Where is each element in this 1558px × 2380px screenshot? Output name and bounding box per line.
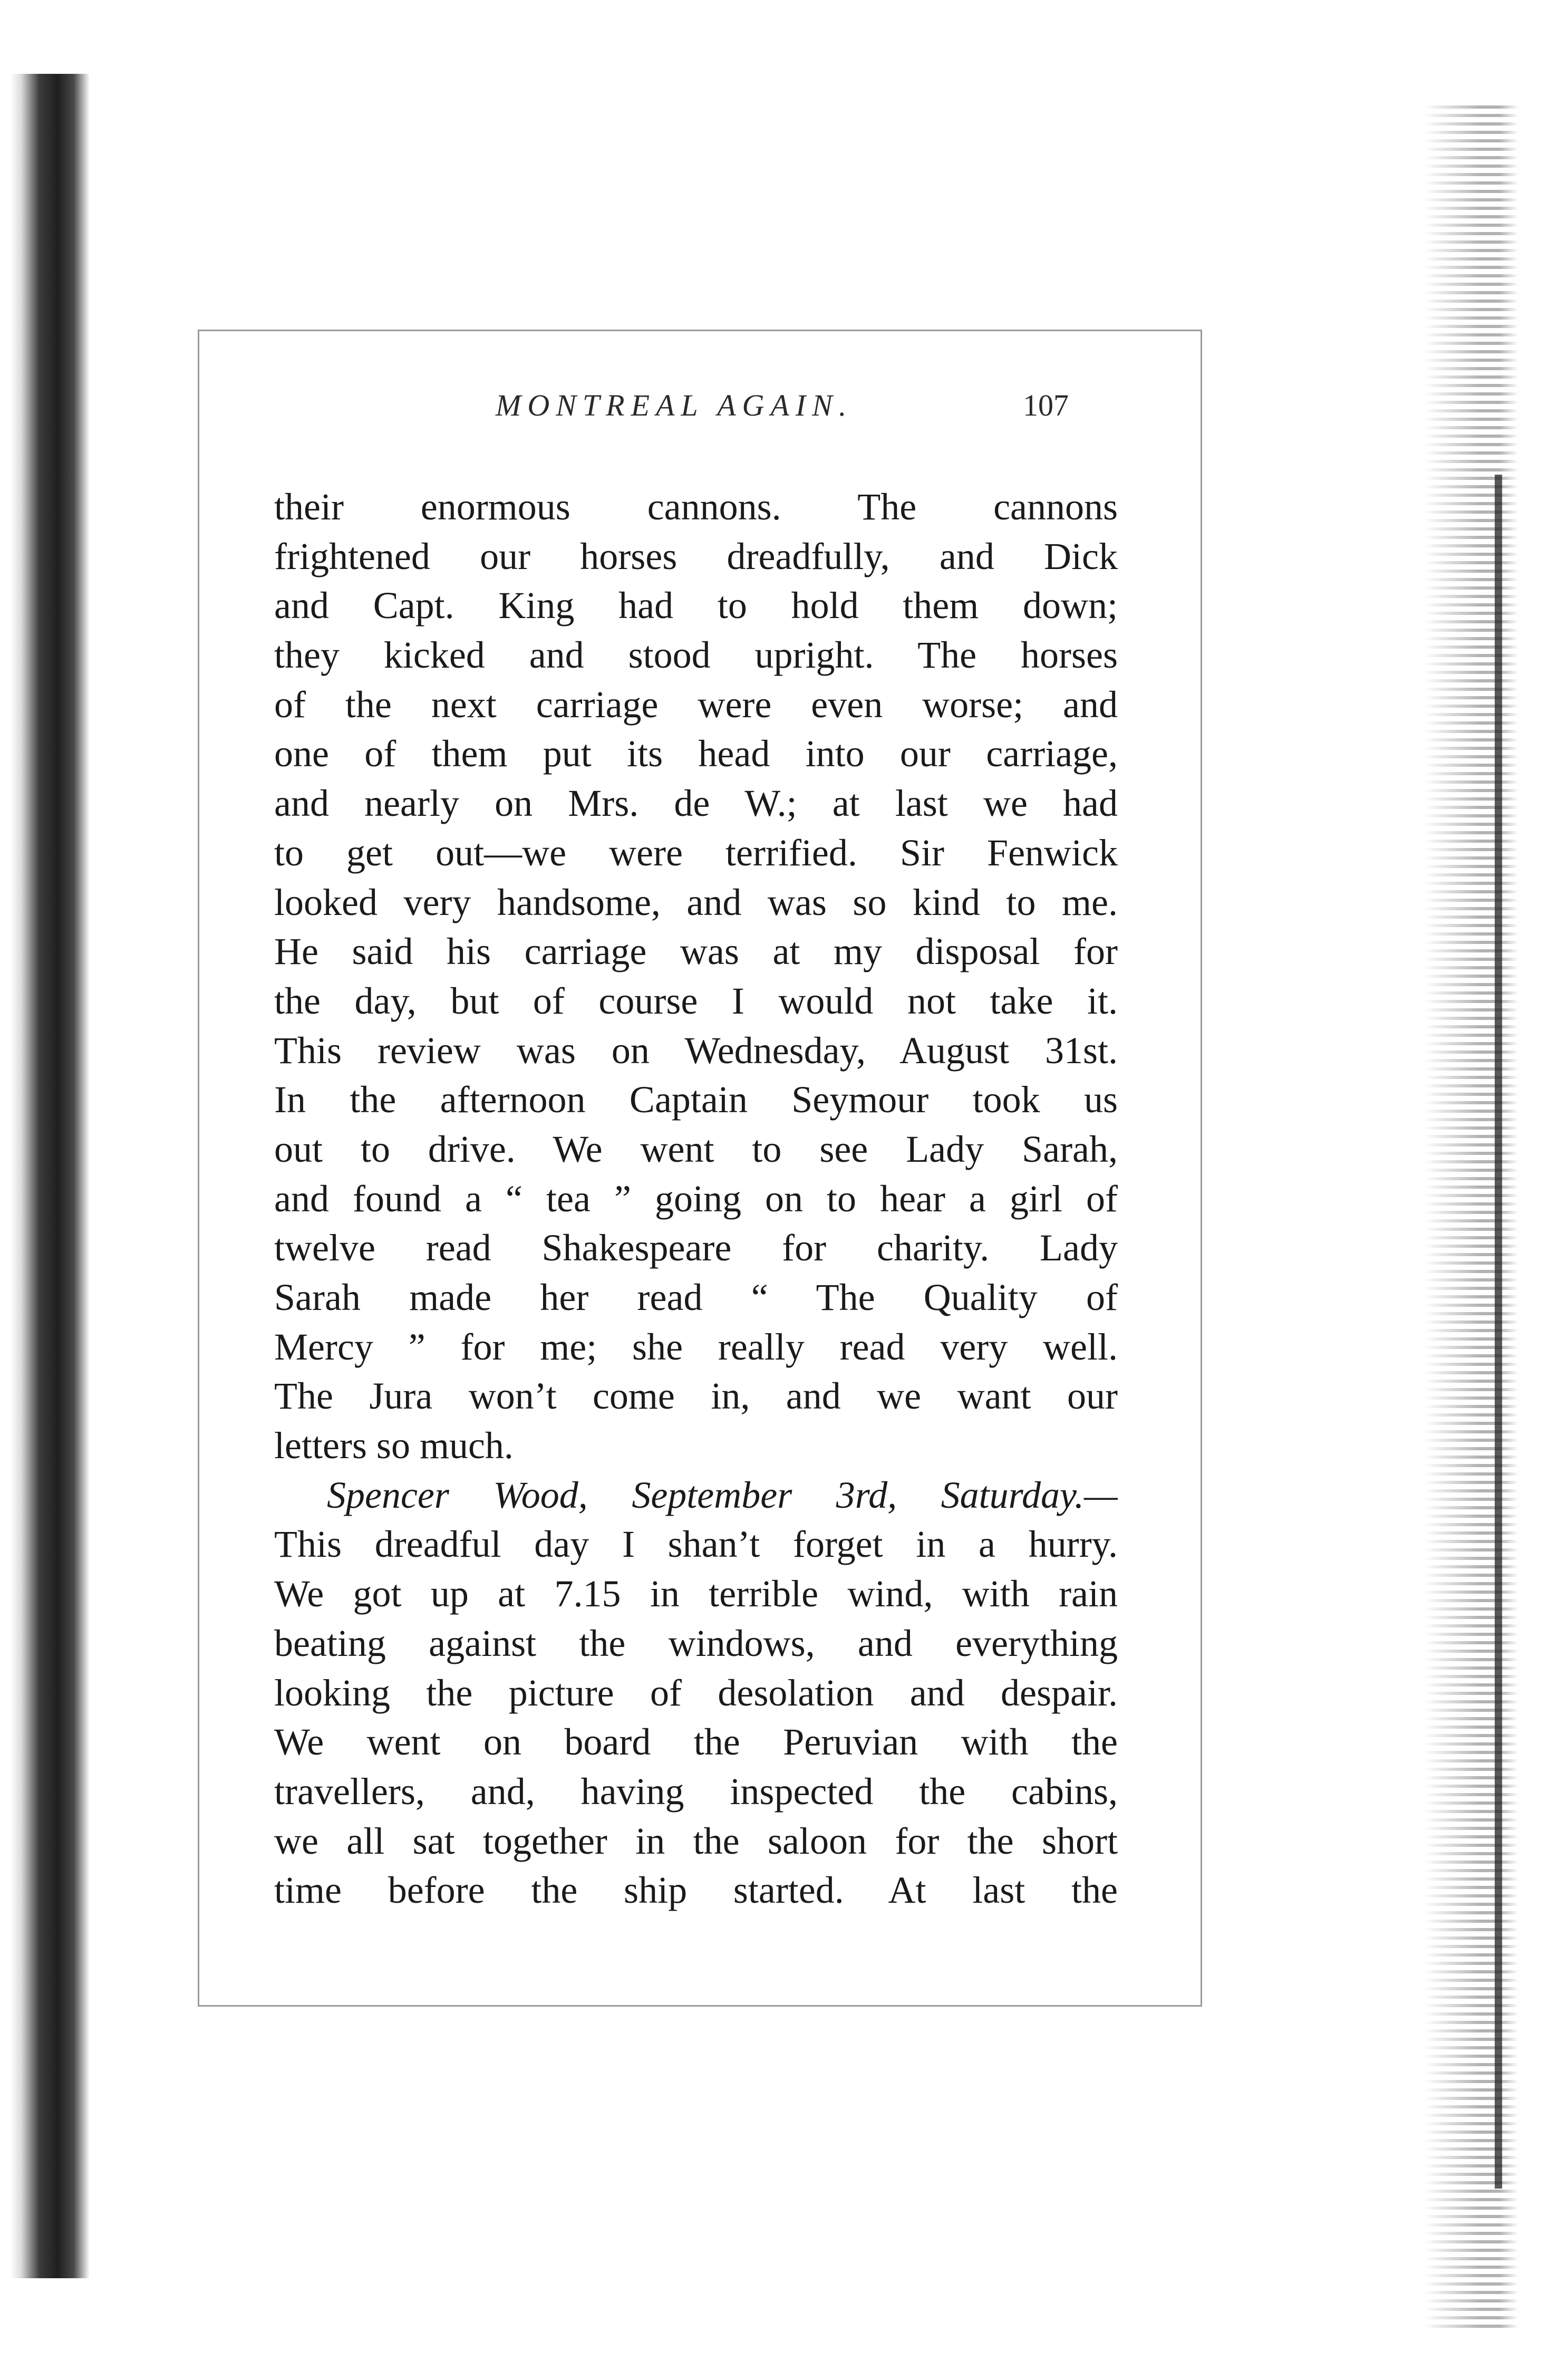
text-line: of the next carriage were even worse; and	[274, 683, 1118, 726]
text-line: We went on board the Peruvian with the	[274, 1721, 1118, 1764]
running-head	[475, 388, 1186, 435]
running-title: MONTREAL AGAIN.	[496, 388, 853, 422]
text-line: time before the ship started. At last the	[274, 1869, 1118, 1912]
text-line: twelve read Shakespeare for charity. Lady	[274, 1227, 1118, 1269]
text-line: they kicked and stood upright. The horses	[274, 634, 1118, 677]
text-line: we all sat together in the saloon for the short	[274, 1819, 1118, 1862]
text-line: to get out—we were terrified. Sir Fenwick	[274, 831, 1118, 874]
text-line: travellers, and, having inspected the cabins,	[274, 1770, 1118, 1813]
text-line: In the afternoon Captain Seymour took us	[274, 1078, 1118, 1121]
text-line: This review was on Wednesday, August 31st.	[274, 1029, 1118, 1072]
text-line: the day, but of course I would not take it.	[274, 979, 1118, 1022]
text-line: their enormous cannons. The cannons	[274, 486, 1118, 528]
text-line: looking the picture of desolation and despair.	[274, 1671, 1118, 1714]
text-line: Mercy ” for me; she really read very well.	[274, 1325, 1118, 1368]
book-spine-shadow	[11, 74, 90, 2278]
text-line: The Jura won’t come in, and we want our	[274, 1375, 1118, 1418]
text-line: He said his carriage was at my disposal for	[274, 930, 1118, 973]
text-line: out to drive. We went to see Lady Sarah,	[274, 1128, 1118, 1170]
text-line: frightened our horses dreadfully, and Dick	[274, 535, 1118, 577]
text-line: looked very handsome, and was so kind to me.	[274, 881, 1118, 923]
text-line: Sarah made her read “ The Quality of	[274, 1276, 1118, 1318]
scan-edge-line	[1495, 475, 1502, 2189]
text-line: and found a “ tea ” going on to hear a girl of	[274, 1177, 1118, 1220]
section-heading-line: Spencer Wood, September 3rd, Saturday.—	[327, 1473, 1118, 1516]
scan-edge-texture	[1424, 105, 1518, 2331]
text-line: beating against the windows, and everything	[274, 1622, 1118, 1664]
text-line: and Capt. King had to hold them down;	[274, 584, 1118, 627]
body-text	[274, 483, 1118, 1915]
page-number: 107	[1023, 388, 1069, 422]
text-line: We got up at 7.15 in terrible wind, with rain	[274, 1573, 1118, 1615]
text-line: letters so much.	[274, 1424, 514, 1467]
text-line: and nearly on Mrs. de W.; at last we had	[274, 782, 1118, 825]
text-line: This dreadful day I shan’t forget in a hurry.	[274, 1523, 1118, 1566]
text-line: one of them put its head into our carriage,	[274, 733, 1118, 775]
